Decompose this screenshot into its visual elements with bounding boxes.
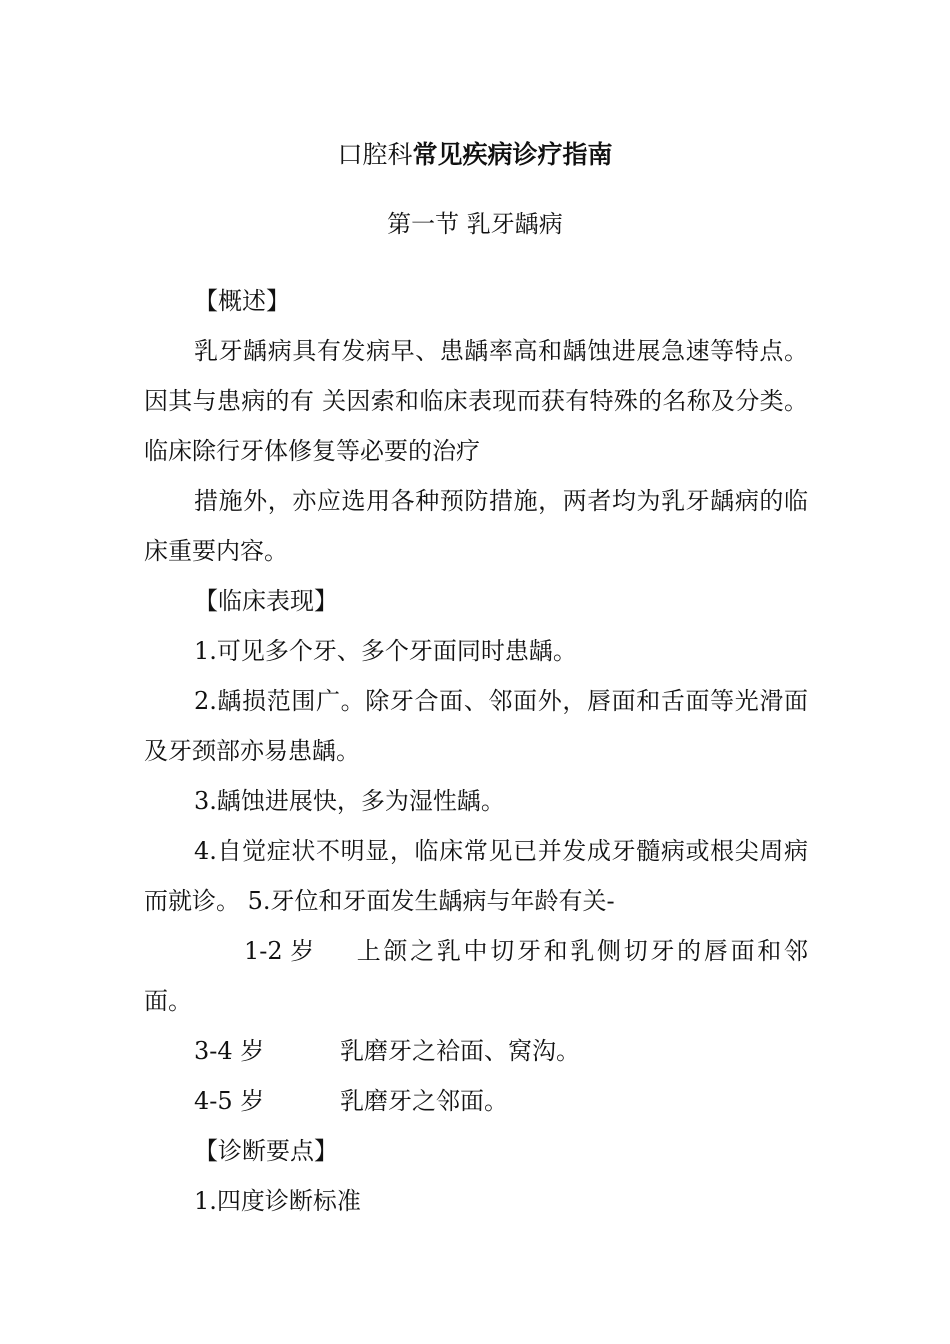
overview-paragraph-1: 乳牙龋病具有发病早、患龋率高和龋蚀进展急速等特点。因其与患病的有 关因索和临床表现而获有特殊的名称及分类。临床除行牙体修复等必要的治疗 (144, 337, 808, 465)
title-prefix: 口腔科 (337, 140, 413, 169)
age-label: 1-2 岁 (244, 937, 315, 965)
page-title (0, 138, 950, 172)
age-description: 乳磨牙之袷面、窝沟。 (340, 1037, 580, 1065)
age-row-1 (144, 926, 808, 1026)
heading-diagnosis: 【诊断要点】 (194, 1137, 338, 1165)
heading-clinical: 【临床表现】 (194, 587, 338, 615)
age-row-2 (144, 1026, 808, 1076)
age-label: 4-5 岁 (194, 1087, 265, 1115)
age-label: 3-4 岁 (194, 1037, 265, 1065)
title-main: 常见疾病诊疗指南 (412, 140, 613, 169)
diagnosis-item-1: 1.四度诊断标准 (194, 1187, 361, 1215)
clinical-item-3: 3.龋蚀进展快，多为湿性龋。 (194, 787, 505, 815)
clinical-item-4: 4.自觉症状不明显，临床常见已并发成牙髓病或根尖周病而就诊。 5.牙位和牙面发生龋病与年龄有关- (144, 837, 808, 915)
section-heading: 第一节 乳牙龋病 (387, 210, 563, 238)
age-description: 上颌之乳中切牙和乳侧切牙的唇面和邻面。 (144, 937, 808, 1015)
document-body (144, 276, 808, 1226)
clinical-item-1: 1.可见多个牙、多个牙面同时患龋。 (194, 637, 577, 665)
age-description: 乳磨牙之邻面。 (340, 1087, 508, 1115)
overview-paragraph-2: 措施外，亦应选用各种预防措施，两者均为乳牙龋病的临床重要内容。 (144, 487, 808, 565)
clinical-item-2: 2.龋损范围广。除牙合面、邻面外，唇面和舌面等光滑面及牙颈部亦易患龋。 (144, 687, 808, 765)
heading-overview: 【概述】 (194, 287, 290, 315)
age-row-3 (144, 1076, 808, 1126)
